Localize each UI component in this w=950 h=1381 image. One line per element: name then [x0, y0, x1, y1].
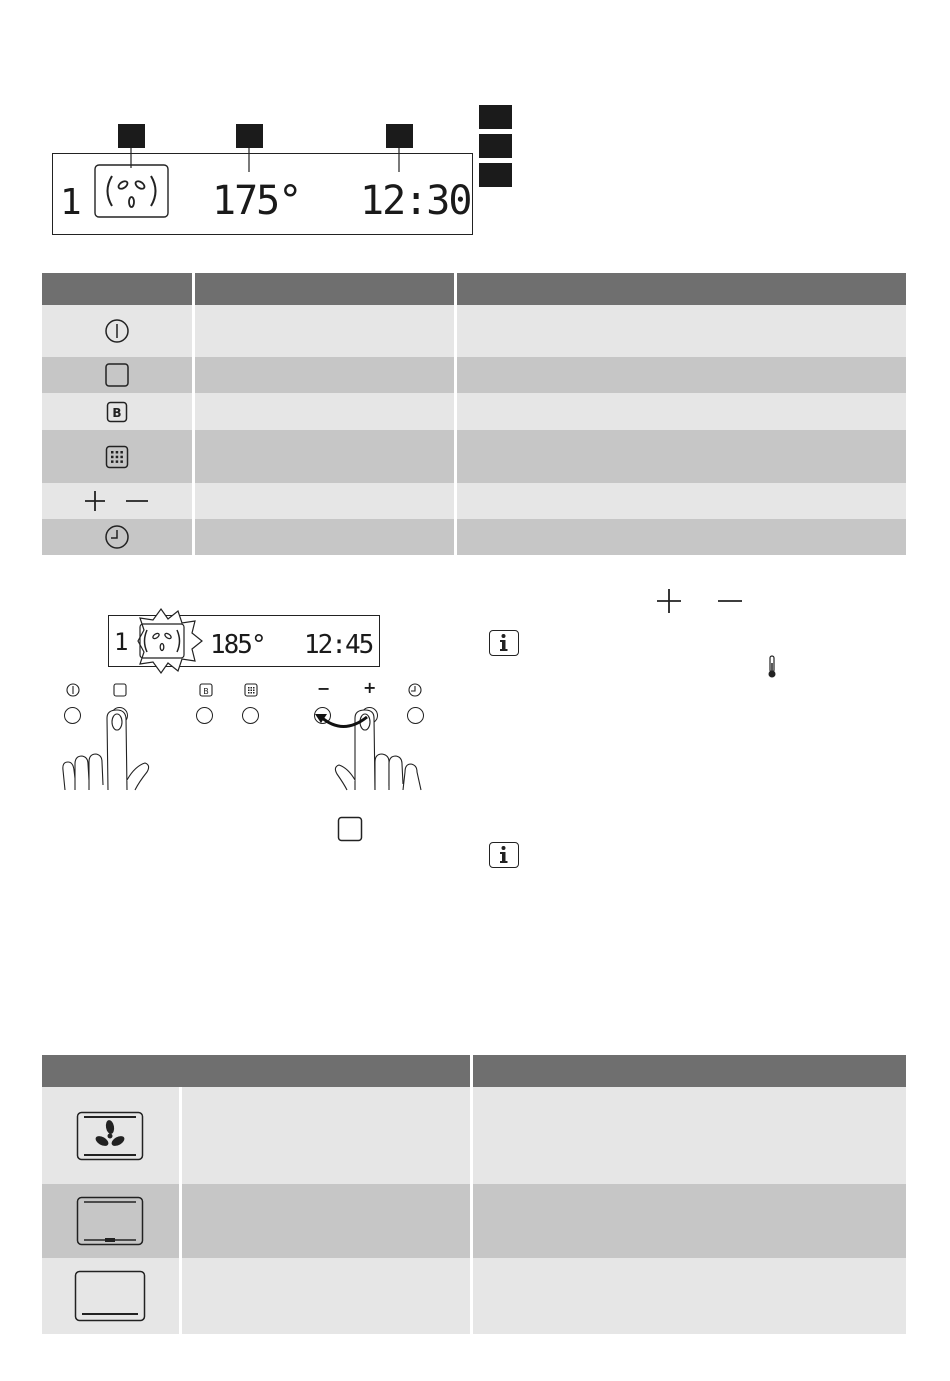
legend-marker-1	[479, 105, 512, 129]
clock-icon	[42, 524, 192, 550]
legend-marker-2	[479, 134, 512, 158]
bottom-heat-icon	[42, 1270, 179, 1322]
table-cell	[180, 1087, 471, 1184]
legend-marker-3	[479, 163, 512, 187]
table-row	[42, 1184, 906, 1258]
svg-text:B: B	[203, 687, 209, 696]
table-row	[42, 519, 906, 555]
panel-display-time: 12:45	[304, 630, 373, 660]
blinking-fan-icon	[128, 606, 208, 680]
svg-text:B: B	[112, 405, 122, 420]
panel-display-temperature: 185°	[210, 630, 265, 660]
table-header	[455, 273, 906, 305]
table-cell	[193, 430, 455, 483]
oven-functions-table	[42, 1055, 906, 1334]
plus-minus-icon	[656, 588, 746, 614]
info-icon	[489, 842, 519, 868]
table-cell	[471, 1258, 906, 1334]
table-row	[42, 305, 906, 357]
table-cell	[193, 519, 455, 555]
table-cell	[471, 1087, 906, 1184]
table-cell	[455, 357, 906, 393]
display-time: 12:30	[360, 178, 471, 224]
table-header-row	[42, 273, 906, 305]
table-cell	[455, 305, 906, 357]
table-cell	[471, 1184, 906, 1258]
table-row	[42, 483, 906, 519]
left-hand-pointer	[63, 710, 149, 790]
table-cell	[455, 430, 906, 483]
fan-function-icon	[94, 164, 169, 222]
table-row	[42, 1258, 906, 1334]
controls-table	[42, 273, 906, 555]
table-row	[42, 430, 906, 483]
table-row	[42, 357, 906, 393]
table-cell	[455, 393, 906, 430]
table-header	[193, 273, 455, 305]
display-level: 1	[60, 182, 80, 223]
table-header-row	[42, 1055, 906, 1087]
display-temperature: 175°	[212, 178, 301, 224]
top-bottom-heat-icon	[42, 1196, 179, 1246]
table-cell	[193, 483, 455, 519]
panel-minus-label: −	[317, 679, 331, 698]
oven-functions-icon	[114, 684, 126, 696]
programme-grid-icon	[245, 684, 257, 696]
oven-functions-symbol-icon	[337, 816, 363, 846]
table-cell	[193, 357, 455, 393]
table-cell	[180, 1258, 471, 1334]
right-hand-pointer	[335, 710, 421, 790]
oven-functions-icon	[42, 362, 192, 388]
thermometer-icon	[766, 654, 778, 680]
table-row	[42, 393, 906, 430]
panel-plus-label: +	[363, 678, 377, 697]
table-cell	[193, 393, 455, 430]
table-header	[42, 273, 193, 305]
programme-grid-icon	[42, 445, 192, 469]
hand-illustrations	[55, 700, 435, 795]
plus-minus-icon	[42, 489, 192, 513]
table-cell	[180, 1184, 471, 1258]
table-cell	[455, 519, 906, 555]
b-programme-icon	[42, 401, 192, 423]
on-off-icon	[42, 318, 192, 344]
table-header	[471, 1055, 906, 1087]
b-programme-icon	[200, 684, 212, 696]
fan-cooking-icon	[42, 1111, 179, 1161]
on-off-icon	[67, 684, 79, 696]
panel-display-level: 1	[114, 628, 127, 656]
table-header	[42, 1055, 471, 1087]
table-row	[42, 1087, 906, 1184]
table-cell	[193, 305, 455, 357]
info-icon	[489, 630, 519, 656]
table-cell	[455, 483, 906, 519]
clock-icon	[409, 684, 421, 696]
